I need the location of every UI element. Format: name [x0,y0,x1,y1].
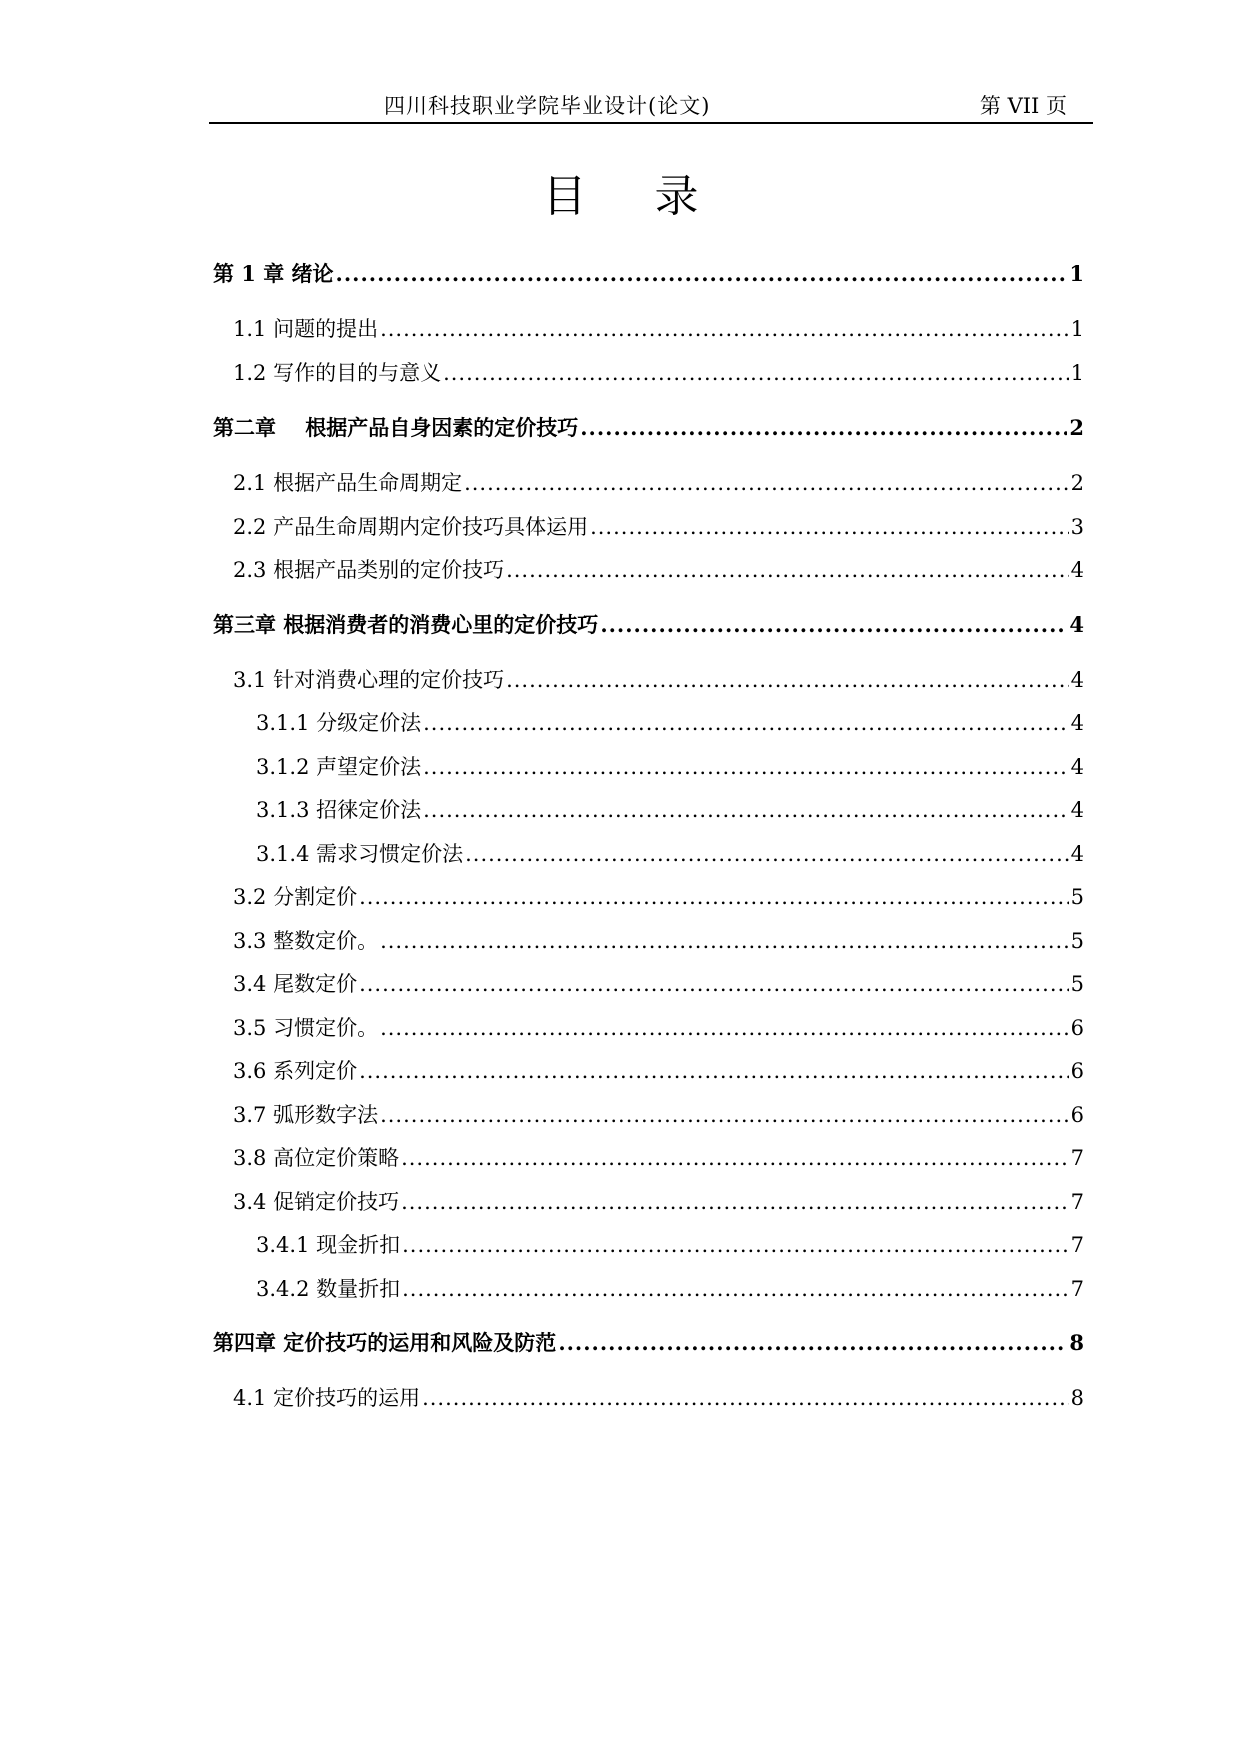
toc-entry-label: 4.1 定价技巧的运用 [233,1386,421,1410]
toc-entry-label: 3.6 系列定价 [233,1059,358,1083]
toc-entry-page: 3 [1070,515,1084,539]
toc-subsection[interactable] [256,1273,1084,1303]
toc-entry-page: 4 [1070,798,1084,822]
toc-chapter[interactable] [213,1327,1084,1357]
toc-chapter[interactable] [213,412,1084,442]
toc-section[interactable] [233,467,1084,497]
toc-leader-dots [401,1190,1069,1214]
toc-subsection[interactable] [256,707,1084,737]
toc-section[interactable] [233,554,1084,584]
toc-entry-label: 2.1 根据产品生命周期定 [233,471,463,495]
toc-leader-dots [558,1330,1067,1355]
toc-entry-label: 3.8 高位定价策略 [233,1146,400,1170]
toc-entry-page: 2 [1069,415,1084,440]
toc-entry-page: 4 [1070,558,1084,582]
toc-entry-page: 4 [1069,612,1084,637]
toc-leader-dots [423,755,1069,779]
toc-section[interactable] [233,664,1084,694]
toc-leader-dots [359,1059,1069,1083]
toc-leader-dots [600,612,1067,637]
toc-section[interactable] [233,313,1084,343]
toc-leader-dots [590,515,1069,539]
toc-leader-dots [422,1386,1069,1410]
toc-entry-label: 2.2 产品生命周期内定价技巧具体运用 [233,515,589,539]
toc-entry-label: 3.4 促销定价技巧 [233,1190,400,1214]
toc-leader-dots [380,1016,1069,1040]
toc-entry-label: 3.2 分割定价 [233,885,358,909]
toc-leader-dots [380,929,1069,953]
toc-entry-label: 3.4 尾数定价 [233,972,358,996]
toc-leader-dots [380,1103,1069,1127]
toc-entry-page: 1 [1070,361,1084,385]
toc-entry-page: 5 [1070,972,1084,996]
toc-leader-dots [423,798,1069,822]
toc-entry-page: 7 [1070,1277,1084,1301]
toc-leader-dots [336,261,1068,286]
toc-leader-dots [359,885,1069,909]
toc-entry-label: 3.7 弧形数字法 [233,1103,379,1127]
toc-entry-label: 第二章 根据产品自身因素的定价技巧 [213,415,579,440]
toc-leader-dots [380,317,1069,341]
toc-entry-label: 3.1.1 分级定价法 [256,711,422,735]
toc-entry-page: 7 [1070,1190,1084,1214]
toc-entry-label: 3.4.2 数量折扣 [256,1277,401,1301]
toc-entry-label: 1.1 问题的提出 [233,317,379,341]
toc-section[interactable] [233,925,1084,955]
toc-entry-label: 第四章 定价技巧的运用和风险及防范 [213,1330,557,1355]
toc-section[interactable] [233,1012,1084,1042]
toc-entry-page: 1 [1069,261,1084,286]
toc-entry-label: 3.5 习惯定价。 [233,1016,379,1040]
toc-entry-page: 5 [1070,885,1084,909]
toc-section[interactable] [233,1142,1084,1172]
toc-subsection[interactable] [256,794,1084,824]
toc-section[interactable] [233,357,1084,387]
toc-entry-page: 2 [1070,471,1084,495]
toc-leader-dots [506,668,1069,692]
toc-leader-dots [443,361,1069,385]
toc-entry-page: 8 [1069,1330,1084,1355]
toc-entry-page: 1 [1070,317,1084,341]
toc-entry-page: 7 [1070,1146,1084,1170]
toc-section[interactable] [233,511,1084,541]
toc-leader-dots [402,1277,1069,1301]
toc-entry-label: 3.4.1 现金折扣 [256,1233,401,1257]
toc-entry-label: 1.2 写作的目的与意义 [233,361,442,385]
toc-leader-dots [359,972,1069,996]
toc-chapter[interactable] [213,258,1084,288]
toc-section[interactable] [233,1382,1084,1412]
toc-entry-page: 6 [1070,1059,1084,1083]
toc-leader-dots [506,558,1069,582]
toc-entry-page: 7 [1070,1233,1084,1257]
toc-entry-page: 5 [1070,929,1084,953]
toc-subsection[interactable] [256,1229,1084,1259]
toc-entry-page: 4 [1070,755,1084,779]
toc-section[interactable] [233,1055,1084,1085]
toc-title: 目录 [542,171,767,222]
toc-section[interactable] [233,1186,1084,1216]
toc-section[interactable] [233,1099,1084,1129]
toc-entry-label: 3.1.3 招徕定价法 [256,798,422,822]
toc-entry-page: 6 [1070,1103,1084,1127]
toc-entry-label: 3.1.4 需求习惯定价法 [256,842,464,866]
header-page-number: 第 VII 页 [979,94,1067,118]
toc-subsection[interactable] [256,751,1084,781]
toc-section[interactable] [233,881,1084,911]
toc-leader-dots [580,415,1067,440]
toc-leader-dots [423,711,1069,735]
toc-entry-page: 4 [1070,668,1084,692]
toc-entry-label: 3.3 整数定价。 [233,929,379,953]
toc-leader-dots [402,1233,1069,1257]
toc-entry-page: 4 [1070,711,1084,735]
header-title: 四川科技职业学院毕业设计(论文) [384,94,711,118]
toc-entry-label: 第三章 根据消费者的消费心里的定价技巧 [213,612,599,637]
toc-entry-label: 2.3 根据产品类别的定价技巧 [233,558,505,582]
toc-section[interactable] [233,968,1084,998]
toc-leader-dots [465,842,1069,866]
toc-entry-label: 3.1 针对消费心理的定价技巧 [233,668,505,692]
toc-subsection[interactable] [256,838,1084,868]
toc-leader-dots [464,471,1069,495]
toc-chapter[interactable] [213,609,1084,639]
toc-entry-page: 8 [1070,1386,1084,1410]
toc-entry-label: 3.1.2 声望定价法 [256,755,422,779]
toc-leader-dots [401,1146,1069,1170]
toc-entry-page: 6 [1070,1016,1084,1040]
toc-entry-page: 4 [1070,842,1084,866]
toc-entry-label: 第 1 章 绪论 [213,261,334,286]
